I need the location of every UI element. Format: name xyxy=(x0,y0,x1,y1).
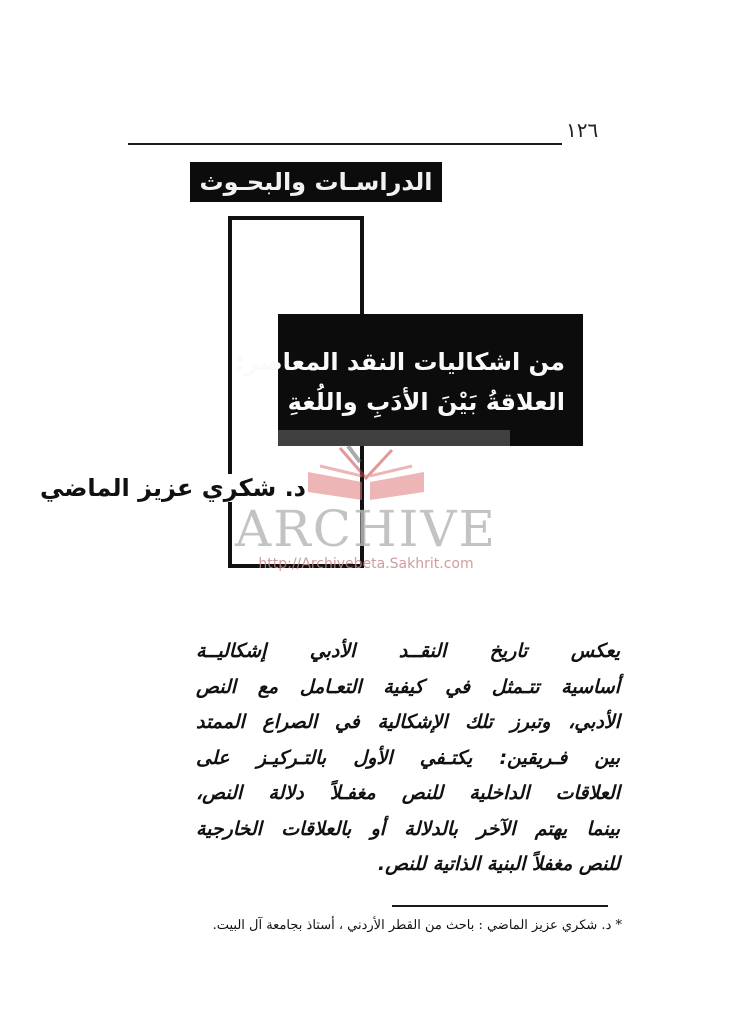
body-line: بينما يهتم الآخر بالدلالة أو بالعلاقات الخارجية xyxy=(196,817,620,840)
header-rule xyxy=(128,143,562,145)
footnote: * د. شكري عزيز الماضي : باحث من القطر الأردني ، أستاذ بجامعة آل البيت. xyxy=(212,918,622,933)
body-paragraph xyxy=(196,634,620,883)
body-line: الأدبي، وتبرز تلك الإشكالية في الصراع الممتد xyxy=(196,711,620,733)
body-line: العلاقات الداخلية للنص مغفـلاً دلالة النص، xyxy=(196,782,620,804)
body-line: أساسية تتـمثل في كيفية التعـامل مع النص xyxy=(196,675,620,698)
article-title-line-2: العلاقةُ بَيْنَ الأدَبِ واللُغةِ xyxy=(287,388,565,416)
article-title-box xyxy=(234,314,583,446)
body-line: يعكس تاريخ النقــد الأدبي إشكاليــة xyxy=(196,640,620,662)
archive-book-logo-icon xyxy=(300,442,432,504)
author-name: د. شكري عزيز الماضي xyxy=(39,474,306,502)
watermark-text: ARCHIVE xyxy=(235,500,497,558)
page-number: ١٢٦ xyxy=(566,118,599,142)
body-line: بين فـريقين: يكتـفي الأول بالتـركيـز على xyxy=(196,746,620,769)
body-line: للنص مغفلاً البنية الذاتية للنص. xyxy=(377,853,620,875)
footnote-rule xyxy=(392,905,608,907)
watermark-url: http://Archivebeta.Sakhrit.com xyxy=(258,556,474,572)
section-title: الدراسـات والبحـوث xyxy=(199,168,433,196)
article-title-line-1: من اشكاليات النقد المعاصر: xyxy=(234,348,565,376)
section-banner xyxy=(190,162,442,202)
